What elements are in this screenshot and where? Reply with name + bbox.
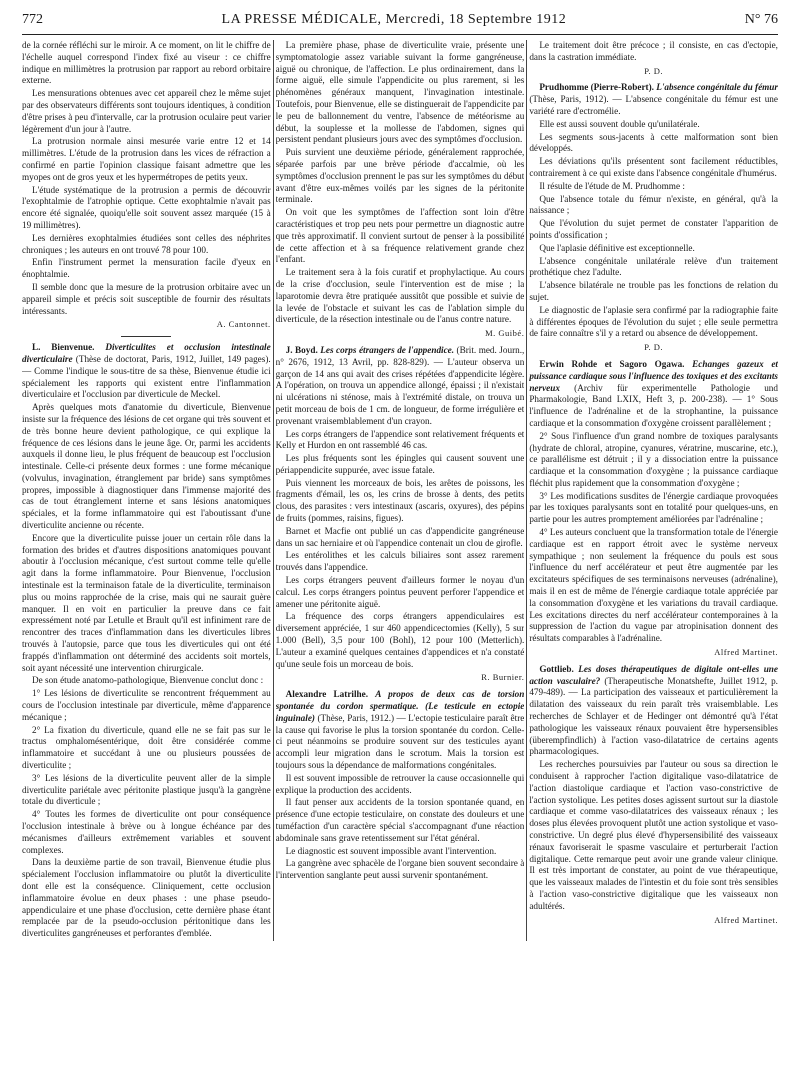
review-heading	[22, 342, 271, 401]
paragraph: Les dernières exophtalmies étudiées sont celles des néphrites chroniques ; les auteurs en ont trouvé 78 pour 100.	[22, 232, 271, 255]
page-number: 772	[22, 12, 43, 27]
review-signature: A. Cantonnet.	[216, 319, 271, 330]
review-signature: P. D.	[644, 65, 664, 76]
review-title: Les doses thérapeutiques de digitale ont-elles une action vasculaire?	[529, 663, 778, 686]
paragraph: Les plus fréquents sont les épingles qui causent souvent une périappendicite suppurée, avec issue fatale.	[275, 453, 525, 475]
paragraph: 3° Les lésions de la diverticulite peuvent aller de la simple diverticulite pariétale avec péritonite plastique jusqu'à la gangrène totale du diverticule ;	[22, 772, 271, 807]
review-signature: R. Burnier.	[481, 672, 525, 683]
review-signature: Alfred Martinet.	[714, 647, 778, 658]
review-author: Gottlieb.	[539, 663, 574, 674]
paragraph: Il résulte de l'étude de M. Prudhomme :	[539, 180, 685, 191]
review-title: Diverticulites et occlusion intestinale diverticulaire	[22, 342, 271, 364]
review-reference: (Thèse de doctorat, Paris, 1912, Juillet, 149 pages). — Comme l'indique le sous-titre de sa thèse, Bienvenue étudie ici spécialement les rapports qui existent entre l'inflammation diverticulaire et l'occlusion par diverticule de Meckel.	[22, 353, 271, 400]
paragraph: On voit que les symptômes de l'affection sont loin d'être caractéristiques et trop peu nets pour permettre un diagnostic autre que très approximatif. Il convient surtout de penser à la possibilité de cette affection et à sa fréquence relativement grande chez l'enfant.	[275, 207, 525, 265]
paragraph: Que l'évolution du sujet permet de constater l'apparition de points d'ossification ;	[529, 218, 778, 240]
paragraph: 2° La fixation du diverticule, quand elle ne se fait pas sur le tractus omphalomésentérique, doit être considérée comme inflammatoire et succédant à une ou plusieurs poussées de diverticulite ;	[22, 724, 271, 771]
column-middle	[276, 40, 525, 941]
journal-title: LA PRESSE MÉDICALE, Mercredi, 18 Septembre 1912	[221, 12, 567, 27]
review-author: L. Bienvenue.	[32, 342, 95, 353]
paragraph: Elle est aussi souvent double qu'unilatérale.	[539, 118, 700, 129]
paragraph: Les recherches poursuivies par l'auteur ou sous sa direction le conduisent à rapprocher l'action digitalique vaso-dilatatrice de l'action diastolique cardiaque et l'action vaso-constrictive de l'action systolique. Les petites doses agissent surtout sur la diastole cardiaque et comme vaso-dilatatrices des vaisseaux rénaux ; les doses plus élevées provoquent plutôt une action systolique et vaso-constrictive. Un degré plus élevé d'hypersensibilité des vaisseaux rénaux favoriserait le spasme vasculaire et perturberait l'action digitalique. Cette remarque peut avoir une grande valeur clinique. Il est très important de constater, au point de vue thérapeutique, que les vaisseaux malades de l'intestin et du foie sont très sensibles à l'action vaso-constrictive digitalique que les vaisseaux non adultérés.	[529, 759, 778, 911]
paragraph: 2° Sous l'influence d'un grand nombre de toxiques paralysants (hydrate de chloral, atropine, cyanures, vératrine, muscarine, etc.), ce parallélisme est détruit ; il y a dissociation entre la puissance cardiaque et la consommation d'oxygène ; la puissance cardiaque fléchit plus rapidement que la consommation d'oxygène ;	[529, 430, 778, 488]
paragraph: Il faut penser aux accidents de la torsion spontanée quand, en présence d'une ectopie testiculaire, on constate des douleurs et une tuméfaction d'un caractère spécial s'accompagnant d'une réaction abdominale sans grave retentissement sur l'état général.	[275, 797, 525, 843]
paragraph: Enfin l'instrument permet la mensuration facile d'yeux en énophtalmie.	[22, 257, 271, 280]
review-signature: M. Guibé.	[485, 328, 525, 339]
column-left	[22, 40, 271, 941]
paragraph: Les mensurations obtenues avec cet appareil chez le même sujet par des observateurs différents sont toujours identiques, à condition d'être prises à peu d'intervalle, car la protrusion oculaire peut varier légèrement d'un jour à l'autre.	[22, 88, 271, 134]
paragraph: de la cornée réfléchi sur le miroir. A ce moment, on lit le chiffre de l'échelle auquel correspond l'index fixé au viseur : ce chiffre indique en millimètres la protrusion par rapport au rebord orbitaire externe.	[22, 40, 271, 86]
paragraph: La première phase, phase de diverticulite vraie, présente une symptomatologie assez variable suivant la forme gangréneuse, aiguë ou chronique, de l'affection. Le plus ordinairement, dans la forme aiguë, elle simule l'appendicite ou plus rarement, si les phénomènes généraux manquent, l'invagination intestinale. Toutefois, pour Bienvenue, elle se distinguerait de l'appendicite par le peu de ballonnement du ventre, l'absence de météorisme au début, la souplesse et la mollesse de l'abdomen, signes qui persistent pendant plusieurs jours avec des symptômes d'occlusion.	[275, 40, 525, 145]
paragraph: Après quelques mots d'anatomie du diverticule, Bienvenue insiste sur la fréquence des lésions de cet organe qui très souvent et de très bonne heure devient pathologique, ce qui explique la fréquence de ces lésions dans le jeune âge. Or, parmi les accidents auxquels il donne lieu, le plus fréquent de beaucoup est l'occlusion intestinale. Celle-ci présente deux formes : une forme mécanique (volvulus, invagination, étranglement par bride) sans symptômes propres, impossible à diagnostiquer dans l'immense majorité des cas de tout étranglement interne et sans lésions anatomiques spéciales, et la forme inflammatoire qui est l'aboutissant d'une diverticulite ancienne ou récente.	[22, 402, 271, 531]
paragraph: 3° Les modifications susdites de l'énergie cardiaque provoquées par les toxiques paralysants sont en totalité pour quelques-uns, en partie pour les autres promptement améliorées par l'adrénaline ;	[529, 490, 778, 525]
paragraph: Que l'absence totale du fémur n'existe, en général, qu'à la naissance ;	[529, 193, 778, 216]
header-rule	[22, 34, 778, 35]
review-author: Alexandre Latrilhe.	[285, 689, 369, 700]
paragraph: 4° Toutes les formes de diverticulite ont pour conséquence l'occlusion intestinale à brève ou à longue échéance par des mécanismes d'ailleurs extrêmement variables et souvent complexes.	[22, 809, 271, 855]
review-author: Erwin Rohde et Sagoro Ogawa.	[539, 358, 685, 369]
paragraph: Les corps étrangers de l'appendice sont relativement fréquents et Kelly et Hurdon en ont rassemblé 46 cas.	[275, 428, 525, 451]
issue-number: N° 76	[744, 12, 778, 27]
review-heading	[529, 359, 778, 430]
paragraph: Dans la deuxième partie de son travail, Bienvenue étudie plus spécialement l'occlusion inflammatoire ou plutôt la diverticulite dont elle est la conséquence. Cliniquement, cette occlusion inflammatoire évolue en deux phases : une phase pseudo-appendiculaire et une phase d'occlusion, cette dernière phase étant remplacée par de la pseudo-occlusion péritonitique dans les diverticulites gangréneuses et perforantes d'emblée.	[22, 857, 271, 939]
page-header	[22, 12, 778, 32]
paragraph: Le diagnostic de l'aplasie sera confirmé par la radiographie faite à différentes époques de l'évolution du sujet ; elle seule permettra de faire connaître s'il y a retard ou absence de développement.	[529, 304, 778, 339]
paragraph: Barnet et Macfie ont publié un cas d'appendicite gangréneuse dans un sac herniaire et où l'appendice contenait un clou de girofle.	[275, 525, 525, 548]
review-author: J. Boyd.	[285, 344, 318, 355]
column-divider	[273, 40, 274, 941]
paragraph: 4° Les auteurs concluent que la transformation totale de l'énergie cardiaque est en rapport étroit avec le système nerveux sympathique ; non seulement la fréquence du pouls est sous l'influence du nerf accélérateur et peut être augmentée par les excitateurs spécifiques de ses terminaisons nerveuses (adrénaline), mais il en est de même de l'énergie cardiaque totale appréciée par la consommation d'oxygène et les variations du travail cardiaque. Les excitations directes du nerf accélérateur contemporaines à la suppression de l'action du vague par atropinisation donnent des résultats comparables à l'adrénaline.	[529, 527, 778, 644]
review-reference: (Thèse, Paris, 1912.) — L'ectopie testiculaire paraît être la cause qui favorise le plus la torsion spontanée du cordon. Celle-ci peut néanmoins se produire souvent sur des testicules ayant accompli leur migration dans le scrotum. Mais la torsion est toujours sous la dépendance de malformations congénitales.	[275, 712, 525, 771]
review-signature: P. D.	[644, 342, 664, 353]
paragraph: Les déviations qu'ils présentent sont facilement réductibles, contrairement à ce qui existe dans l'absence congénitale d'humérus.	[529, 156, 778, 178]
review-title: Les corps étrangers de l'appendice.	[320, 344, 455, 355]
paragraph: Il est souvent impossible de retrouver la cause occasionnelle qui explique la production des accidents.	[275, 772, 525, 795]
paragraph: Que l'aplasie définitive est exceptionnelle.	[539, 242, 695, 253]
text-columns	[22, 40, 778, 941]
paragraph: Le traitement doit être précoce ; il consiste, en cas d'ectopie, dans la castration immédiate.	[529, 40, 778, 62]
paragraph: Les corps étrangers peuvent d'ailleurs former le noyau d'un calcul. Les corps étrangers pointus peuvent perforer l'appendice et amener une péritonite aiguë.	[275, 575, 525, 609]
paragraph: La fréquence des corps étrangers appendiculaires est diversement appréciée, 1 sur 460 appendicectomies (Kelly), 5 sur 1.000 (Bell), 3,5 pour 100 (Bohl), 12 pour 100 (Metterlich). L'auteur a examiné quelques centaines d'appendices et n'a constaté qu'une seule fois un morceau de bois.	[275, 611, 525, 669]
paragraph: Les segments sous-jacents à cette malformation sont bien développés.	[529, 131, 778, 154]
paragraph: Il semble donc que la mesure de la protrusion orbitaire avec un appareil simple et précis soit susceptible de fournir des résultats intéressants.	[22, 281, 271, 316]
review-heading	[529, 664, 778, 758]
paragraph: L'étude systématique de la protrusion a permis de découvrir l'exophtalmie de l'atrophie optique. Cette exophtalmie n'avait pas encore été signalée, quoiqu'elle soit souvent assez marquée (15 à 19 millimètres).	[22, 184, 271, 230]
paragraph: L'absence congénitale unilatérale relève d'un traitement prothétique chez l'adulte.	[529, 255, 778, 278]
paragraph: Le traitement sera à la fois curatif et prophylactique. Au cours de la crise d'occlusion, seule l'intervention est de mise ; la laparotomie devra être pratiquée aussitôt que possible et suivie de la levée de l'obstacle et suivant les cas de l'ablation simple du diverticule, de la résection intestinale ou de l'anus contre nature.	[275, 267, 525, 325]
review-signature: Alfred Martinet.	[714, 914, 778, 925]
section-separator	[121, 336, 171, 337]
review-title: L'absence congénitale du fémur	[656, 82, 778, 93]
paragraph: De son étude anatomo-pathologique, Bienvenue conclut donc :	[32, 675, 264, 686]
review-heading	[276, 689, 525, 772]
review-reference: (Archiv für experimentelle Pathologie und Pharmakologie, Band LXIX, Heft 3, p. 200-238). — 1° Sous l'influence de l'adrénaline et de la strophantine, la puissance cardiaque et la consommation d'oxygène croissent parallèlement ;	[529, 382, 778, 428]
review-title: A propos de deux cas de torsion spontanée du cordon spermatique. (Le testicule en ectopie inguinale)	[275, 689, 525, 723]
review-title: Echanges gazeux et puissance cardiaque sous l'influence des toxiques et des excitants nerveux	[529, 358, 778, 393]
review-reference: (Thèse, Paris, 1912). — L'absence congénitale du fémur est une variété rare d'ectromélie.	[529, 94, 778, 116]
review-author: Prudhomme (Pierre-Robert).	[539, 82, 654, 93]
paragraph: Puis survient une deuxième période, généralement rapprochée, séparée parfois par une brève période d'accalmie, où les symptômes d'occlusion prennent le pas sur les symptômes du début avant d'être eux-mêmes voilés par les signes de la péritonite terminale.	[275, 147, 525, 205]
review-heading	[529, 82, 778, 117]
paragraph: Encore que la diverticulite puisse jouer un certain rôle dans la formation des brides et d'autres dispositions anatomiques pouvant aboutir à l'occlusion mécanique, c'est surtout comme telle qu'elle agit dans la forme inflammatoire. Pour Bienvenue, l'occlusion intestinale est la terminaison fatale de la diverticulite, terminaison plus ou moins rapprochée de la crise, mais qui ne saurait guère manquer. Il en voit en particulier la preuve dans ce fait expressément noté par Letulle et Brault qu'il est infiniment rare de rencontrer des traces d'inflammation dans les diverticules libres trouvés à l'autopsie, parce que tous les diverticules qui ont été frappés d'inflammation ont déterminé des accidents soit mortels, soit ayant nécessité une intervention chirurgicale.	[22, 532, 271, 673]
paragraph: L'absence bilatérale ne trouble pas les fonctions de relation du sujet.	[529, 280, 778, 302]
review-reference: (Therapeutische Monatshefte, Juillet 1912, p. 479-489). — La participation des vaisseaux et particulièrement la dilatation des vaisseaux du rein paraît très vraisemblable. Les recherches de Schlayer et de Hedinger ont démontré qu'à l'état pathologique les vaisseaux rénaux pouvaient être hypersensibles (überempfindlich) à l'action vaso-dilatatrice de certains agents pharmacologiques.	[529, 675, 778, 757]
paragraph: 1° Les lésions de diverticulite se rencontrent fréquemment au cours de l'occlusion intestinale par diverticule, même d'apparence mécanique ;	[22, 688, 271, 722]
paragraph: Puis viennent les morceaux de bois, les arêtes de poissons, les fragments d'émail, les os, les crins de brosse à dents, des petits clous, des parasites : vers intestinaux (ascaris, oxyures), des pépins de fruits (pommes, raisins, figues).	[275, 477, 525, 524]
paragraph: La gangrène avec sphacèle de l'organe bien souvent secondaire à l'intervention sanglante peut aussi survenir spontanément.	[275, 858, 525, 881]
review-heading	[276, 345, 525, 428]
paragraph: Les entérolithes et les calculs biliaires sont assez rarement trouvés dans l'appendice.	[275, 550, 525, 573]
column-right	[529, 40, 778, 941]
column-divider	[526, 40, 527, 941]
paragraph: Le diagnostic est souvent impossible avant l'intervention.	[285, 845, 497, 856]
review-reference: (Brit. med. Journ., n° 2676, 1912, 13 Avril, pp. 828-829). — L'auteur observa un garçon de 14 ans qui avait des crises répétées d'appendicite légère. A l'opération, on trouva un appendice allongé, épaissi ; il n'existait ni ulcérations ni sténose, mais à l'extrémité distale, on trouva un petit morceau de bois de 1 cm. de longueur, de forme irrégulière et provenant vraisemblablement d'un crayon.	[275, 344, 525, 426]
paragraph: La protrusion normale ainsi mesurée varie entre 12 et 14 millimètres. L'étude de la protrusion dans les vices de réfraction a confirmé en partie l'opinion classique faisant admettre que les myopes ont de gros yeux et les hypermétropes de petits yeux.	[22, 136, 271, 182]
